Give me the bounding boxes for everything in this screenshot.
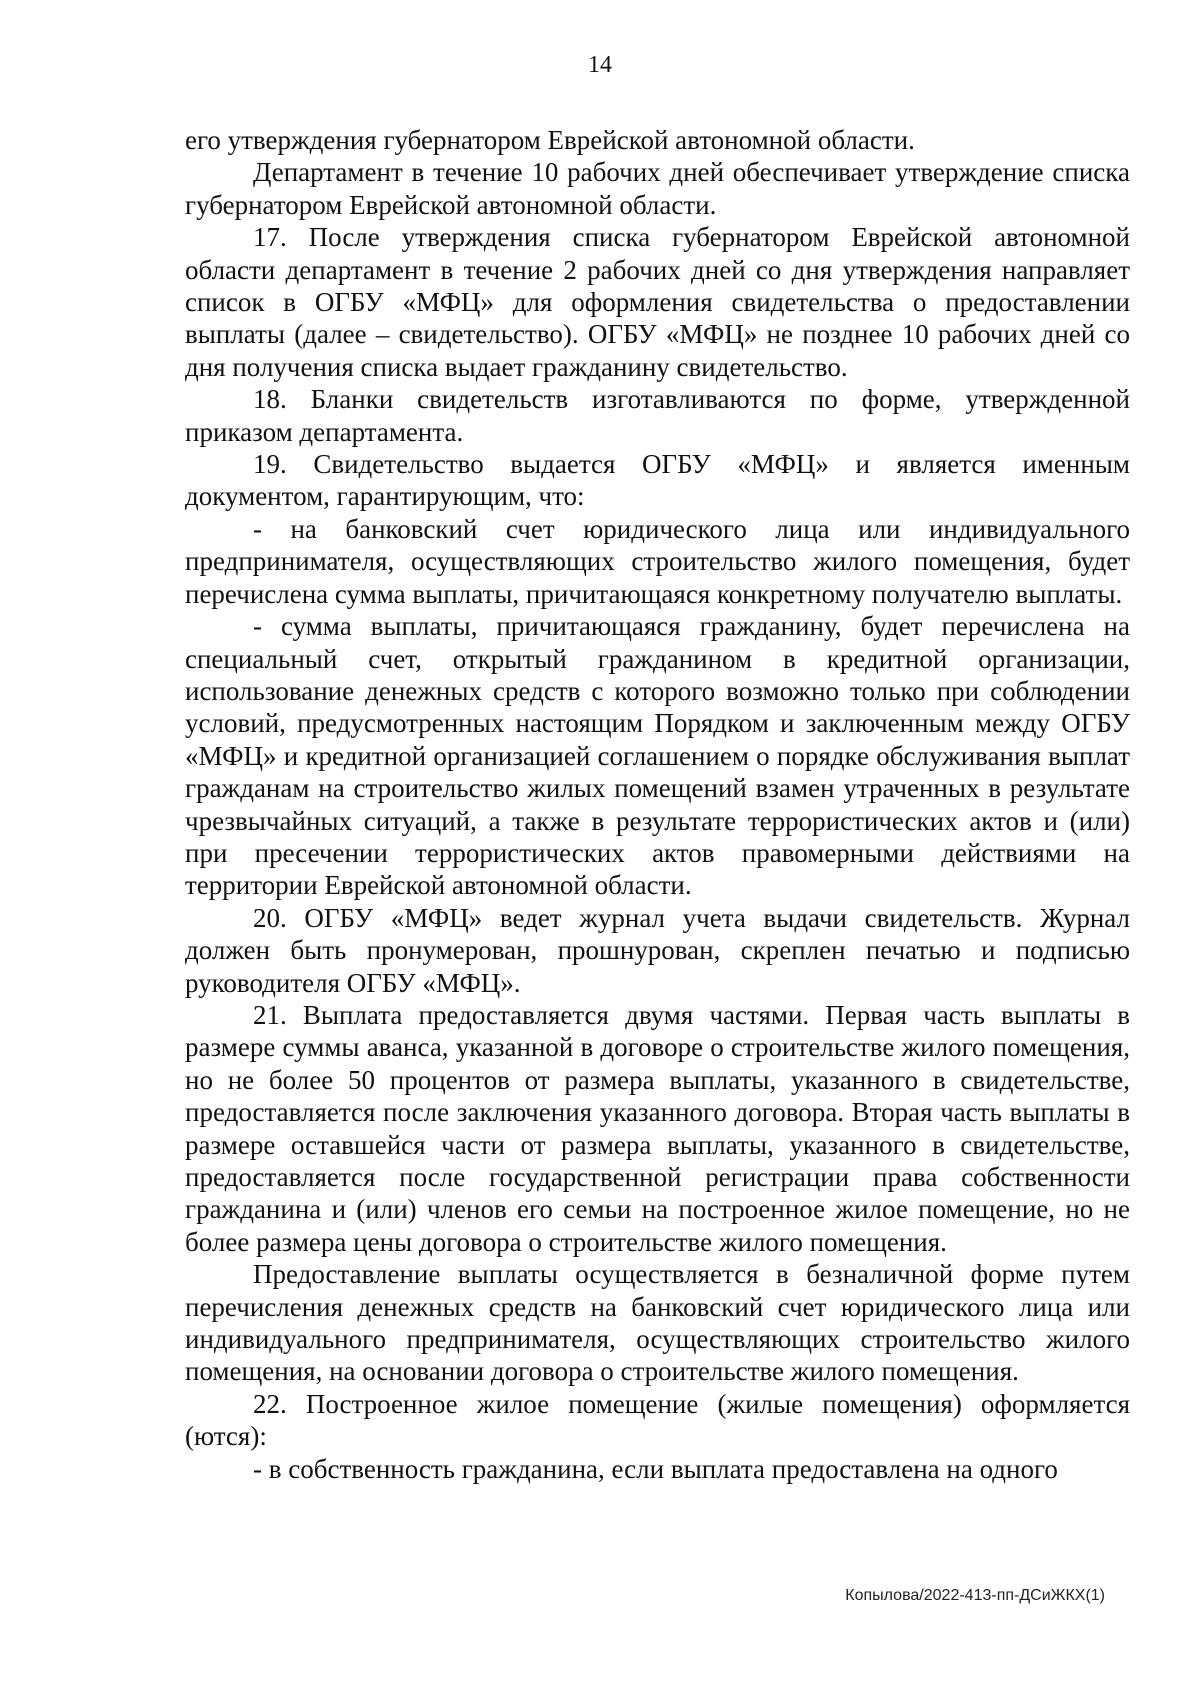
paragraph-item-17: 17. После утверждения списка губернатором Еврейской автономной области департамент в течение 2 рабочих дней со дня утверждения направляет список в ОГБУ «МФЦ» для оформления свидетельства о предоставлении выплаты (далее – свидетельство). ОГБУ «МФЦ» не позднее 10 рабочих дней со дня получения списка выдает гражданину свидетельство.	[185, 222, 1130, 382]
paragraph-item-21: 21. Выплата предоставляется двумя частями. Первая часть выплаты в размере суммы аванса, указанной в договоре о строительстве жилого помещения, но не более 50 процентов от размера выплаты, указанного в свидетельстве, предоставляется после заключения указанного договора. Вторая часть выплаты в размере оставшейся части от размера выплаты, указанного в свидетельстве, предоставляется после государственной регистрации права собственности гражданина и (или) членов его семьи на построенное жилое помещение, но не более размера цены договора о строительстве жилого помещения.	[185, 999, 1130, 1257]
paragraph-item-20: 20. ОГБУ «МФЦ» ведет журнал учета выдачи свидетельств. Журнал должен быть пронумерован, прошнурован, скреплен печатью и подписью руководителя ОГБУ «МФЦ».	[185, 902, 1130, 998]
page-number: 14	[588, 52, 612, 78]
paragraph-payment-form: Предоставление выплаты осуществляется в безналичной форме путем перечисления денежных средств на банковский счет юридического лица или индивидуального предпринимателя, осуществляющих строительство жилого помещения, на основании договора о строительстве жилого помещения.	[185, 1259, 1130, 1387]
paragraph-continuation: его утверждения губернатором Еврейской автономной области.	[185, 125, 915, 155]
paragraph-item-19-bullet-1: - на банковский счет юридического лица или индивидуального предпринимателя, осуществляющих строительство жилого помещения, будет перечислена сумма выплаты, причитающаяся конкретному получателю выплаты.	[185, 513, 1130, 609]
paragraph-item-19-bullet-2: - сумма выплаты, причитающаяся гражданину, будет перечислена на специальный счет, открытый гражданином в кредитной организации, использование денежных средств с которого возможно только при соблюдении условий, предусмотренных настоящим Порядком и заключенным между ОГБУ «МФЦ» и кредитной организацией соглашением о порядке обслуживания выплат гражданам на строительство жилых помещений взамен утраченных в результате чрезвычайных ситуаций, а также в результате террористических актов и (или) при пресечении террористических актов правомерными действиями на территории Еврейской автономной области.	[185, 611, 1130, 901]
paragraph-department-approval: Департамент в течение 10 рабочих дней обеспечивает утверждение списка губернатором Еврейской автономной области.	[185, 157, 1130, 220]
footer-document-code: Копылова/2022-413-пп-ДСиЖКХ(1)	[845, 1587, 1105, 1604]
paragraph-item-22: 22. Построенное жилое помещение (жилые помещения) оформляется (ются):	[185, 1388, 1130, 1452]
paragraph-item-22-bullet-1: - в собственность гражданина, если выплата предоставлена на одного	[253, 1453, 1058, 1484]
document-body	[185, 124, 1130, 1485]
paragraph-item-18: 18. Бланки свидетельств изготавливаются по форме, утвержденной приказом департамента.	[185, 384, 1130, 447]
paragraph-item-19: 19. Свидетельство выдается ОГБУ «МФЦ» и является именным документом, гарантирующим, что:	[185, 449, 1130, 512]
